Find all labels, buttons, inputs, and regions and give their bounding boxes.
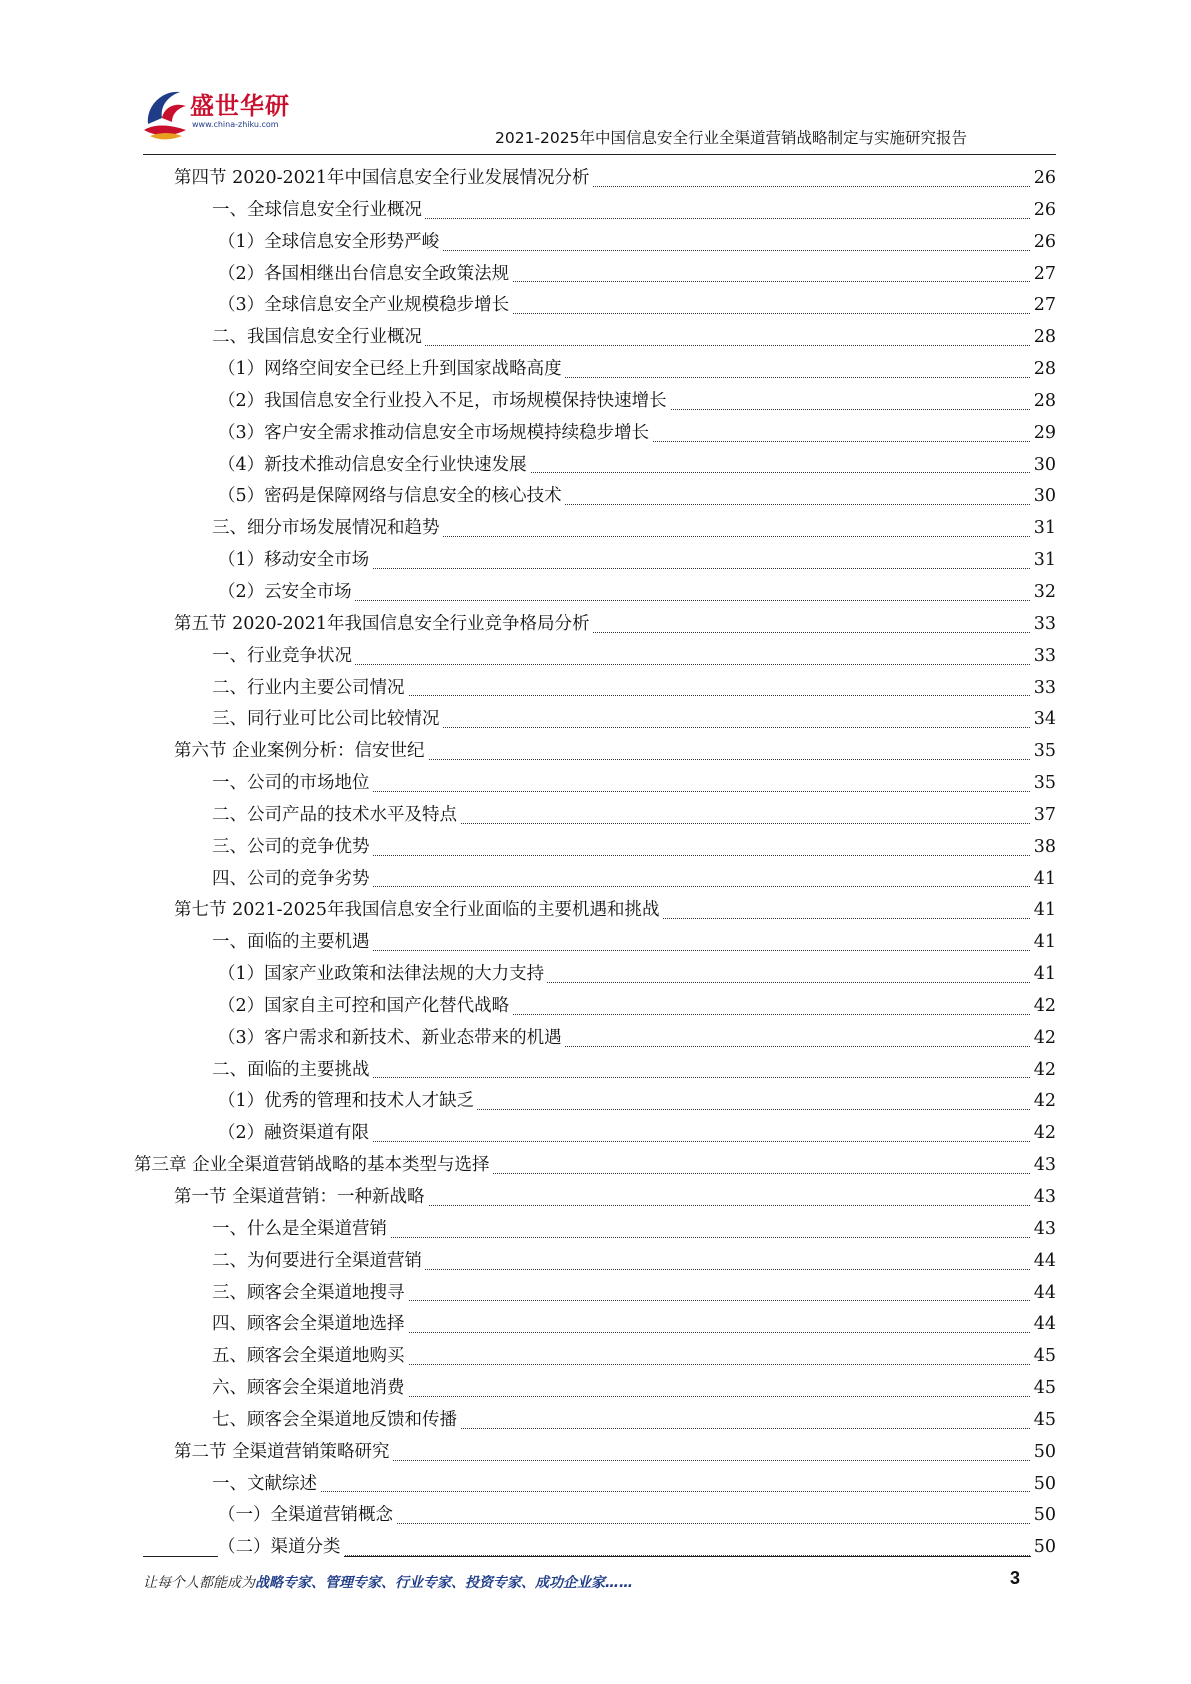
toc-entry-label: 七、顾客会全渠道地反馈和传播 [212,1405,460,1437]
toc-entry-label: （2）国家自主可控和国产化替代战略 [218,991,512,1023]
toc-entry-page: 33 [1031,609,1056,641]
toc-entry-label: 一、面临的主要机遇 [212,927,373,959]
toc-entry-page: 41 [1031,864,1056,896]
toc-entry-page: 26 [1031,227,1056,259]
toc-entry-label: （1）移动安全市场 [218,545,372,577]
toc-entry-page: 27 [1031,259,1056,291]
toc-entry-label: 第一节 全渠道营销：一种新战略 [174,1182,428,1214]
toc-entry-page: 31 [1031,513,1056,545]
toc-entry-label: （二）渠道分类 [218,1532,344,1564]
toc-entry-label: 第三章 企业全渠道营销战略的基本类型与选择 [134,1150,493,1182]
page-number: 3 [1010,1568,1021,1588]
toc-entry-label: （1）国家产业政策和法律法规的大力支持 [218,959,547,991]
toc-entry-label: 一、文献综述 [212,1469,320,1501]
toc-entry-page: 33 [1031,673,1056,705]
toc-entry-page: 44 [1031,1309,1056,1341]
toc-entry-page: 29 [1031,418,1056,450]
toc-entry-label: （3）客户需求和新技术、新业态带来的机遇 [218,1023,565,1055]
toc-entry-label: 第五节 2020-2021年我国信息安全行业竞争格局分析 [174,609,593,641]
toc-entry-label: （一）全渠道营销概念 [218,1500,396,1532]
toc-entry-page: 37 [1031,800,1056,832]
toc-entry-label: （2）各国相继出台信息安全政策法规 [218,259,512,291]
toc-entry-label: 三、细分市场发展情况和趋势 [212,513,443,545]
toc-entry-label: （1）网络空间安全已经上升到国家战略高度 [218,354,565,386]
toc-entry-page: 42 [1031,1023,1056,1055]
toc-entry-label: 四、公司的竞争劣势 [212,864,373,896]
company-logo [140,84,310,148]
footer-slogan-highlight: 战略专家、管理专家、行业专家、投资专家、成功企业家…… [255,1575,633,1591]
footer-slogan-prefix: 让每个人都能成为 [143,1575,255,1591]
toc-entry-page: 34 [1031,704,1056,736]
toc-entry-page: 43 [1031,1150,1056,1182]
toc-entry-label: （3）客户安全需求推动信息安全市场规模持续稳步增长 [218,418,652,450]
toc-entry-page: 50 [1031,1532,1056,1564]
toc-entry-page: 43 [1031,1182,1056,1214]
toc-entry-page: 44 [1031,1246,1056,1278]
toc-entry-page: 42 [1031,1118,1056,1150]
toc-entry-page: 26 [1031,195,1056,227]
toc-entry-page: 30 [1031,481,1056,513]
toc-entry-label: 二、行业内主要公司情况 [212,673,408,705]
toc-entry-page: 44 [1031,1278,1056,1310]
toc-entry-page: 28 [1031,386,1056,418]
toc-entry-label: 第四节 2020-2021年中国信息安全行业发展情况分析 [174,163,593,195]
toc-entry-page: 42 [1031,1055,1056,1087]
toc-entry-label: 三、公司的竞争优势 [212,832,373,864]
toc-entry-label: 二、面临的主要挑战 [212,1055,373,1087]
toc-entry-label: 二、公司产品的技术水平及特点 [212,800,460,832]
toc-entry-page: 28 [1031,322,1056,354]
toc-entry-label: 一、全球信息安全行业概况 [212,195,425,227]
toc-entry-label: （2）融资渠道有限 [218,1118,372,1150]
toc-entry-label: （2）我国信息安全行业投入不足，市场规模保持快速增长 [218,386,670,418]
toc-entry-label: （1）优秀的管理和技术人才缺乏 [218,1086,477,1118]
toc-entry-page: 50 [1031,1437,1056,1469]
toc-entry-label: 一、行业竞争状况 [212,641,355,673]
toc-entry-label: 三、同行业可比公司比较情况 [212,704,443,736]
toc-entry-label: 四、顾客会全渠道地选择 [212,1309,408,1341]
toc-entry-page: 28 [1031,354,1056,386]
logo-text: 盛世华研 [190,92,290,120]
toc-entry-label: 五、顾客会全渠道地购买 [212,1341,408,1373]
toc-entry-page: 31 [1031,545,1056,577]
toc-entry-page: 41 [1031,895,1056,927]
footer-slogan [143,1572,633,1592]
toc-entry-label: （1）全球信息安全形势严峻 [218,227,442,259]
toc-entry-label: 六、顾客会全渠道地消费 [212,1373,408,1405]
toc-entry-page: 45 [1031,1341,1056,1373]
logo-url: www.china-zhiku.com [192,120,279,129]
toc-entry-label: 二、为何要进行全渠道营销 [212,1246,425,1278]
toc-entry[interactable] [0,1532,1191,1564]
toc-entry-page: 42 [1031,1086,1056,1118]
report-title: 2021-2025年中国信息安全行业全渠道营销战略制定与实施研究报告 [495,129,967,147]
toc-entry-page: 30 [1031,450,1056,482]
toc-entry-page: 32 [1031,577,1056,609]
toc-entry-page: 33 [1031,641,1056,673]
toc-entry-page: 45 [1031,1405,1056,1437]
toc-entry-page: 42 [1031,991,1056,1023]
toc-entry-page: 43 [1031,1214,1056,1246]
toc-entry-label: 第六节 企业案例分析：信安世纪 [174,736,428,768]
toc-entry-page: 41 [1031,959,1056,991]
toc-entry-label: （4）新技术推动信息安全行业快速发展 [218,450,530,482]
toc-entry-page: 50 [1031,1500,1056,1532]
toc-entry-page: 26 [1031,163,1056,195]
toc-entry-label: 二、我国信息安全行业概况 [212,322,425,354]
toc-entry-page: 38 [1031,832,1056,864]
toc-entry-page: 35 [1031,768,1056,800]
toc-entry-page: 35 [1031,736,1056,768]
toc-entry-label: 三、顾客会全渠道地搜寻 [212,1278,408,1310]
toc-entry-label: 一、公司的市场地位 [212,768,373,800]
toc-entry-page: 41 [1031,927,1056,959]
toc-entry-label: （5）密码是保障网络与信息安全的核心技术 [218,481,565,513]
table-of-contents [0,163,1191,1564]
toc-entry-label: 第七节 2021-2025年我国信息安全行业面临的主要机遇和挑战 [174,895,663,927]
toc-entry-label: （2）云安全市场 [218,577,355,609]
toc-entry-page: 50 [1031,1469,1056,1501]
toc-entry-label: （3）全球信息安全产业规模稳步增长 [218,290,512,322]
toc-entry-page: 45 [1031,1373,1056,1405]
toc-entry-label: 第二节 全渠道营销策略研究 [174,1437,393,1469]
toc-entry-label: 一、什么是全渠道营销 [212,1214,390,1246]
toc-entry-page: 27 [1031,290,1056,322]
page-header [0,0,1191,160]
